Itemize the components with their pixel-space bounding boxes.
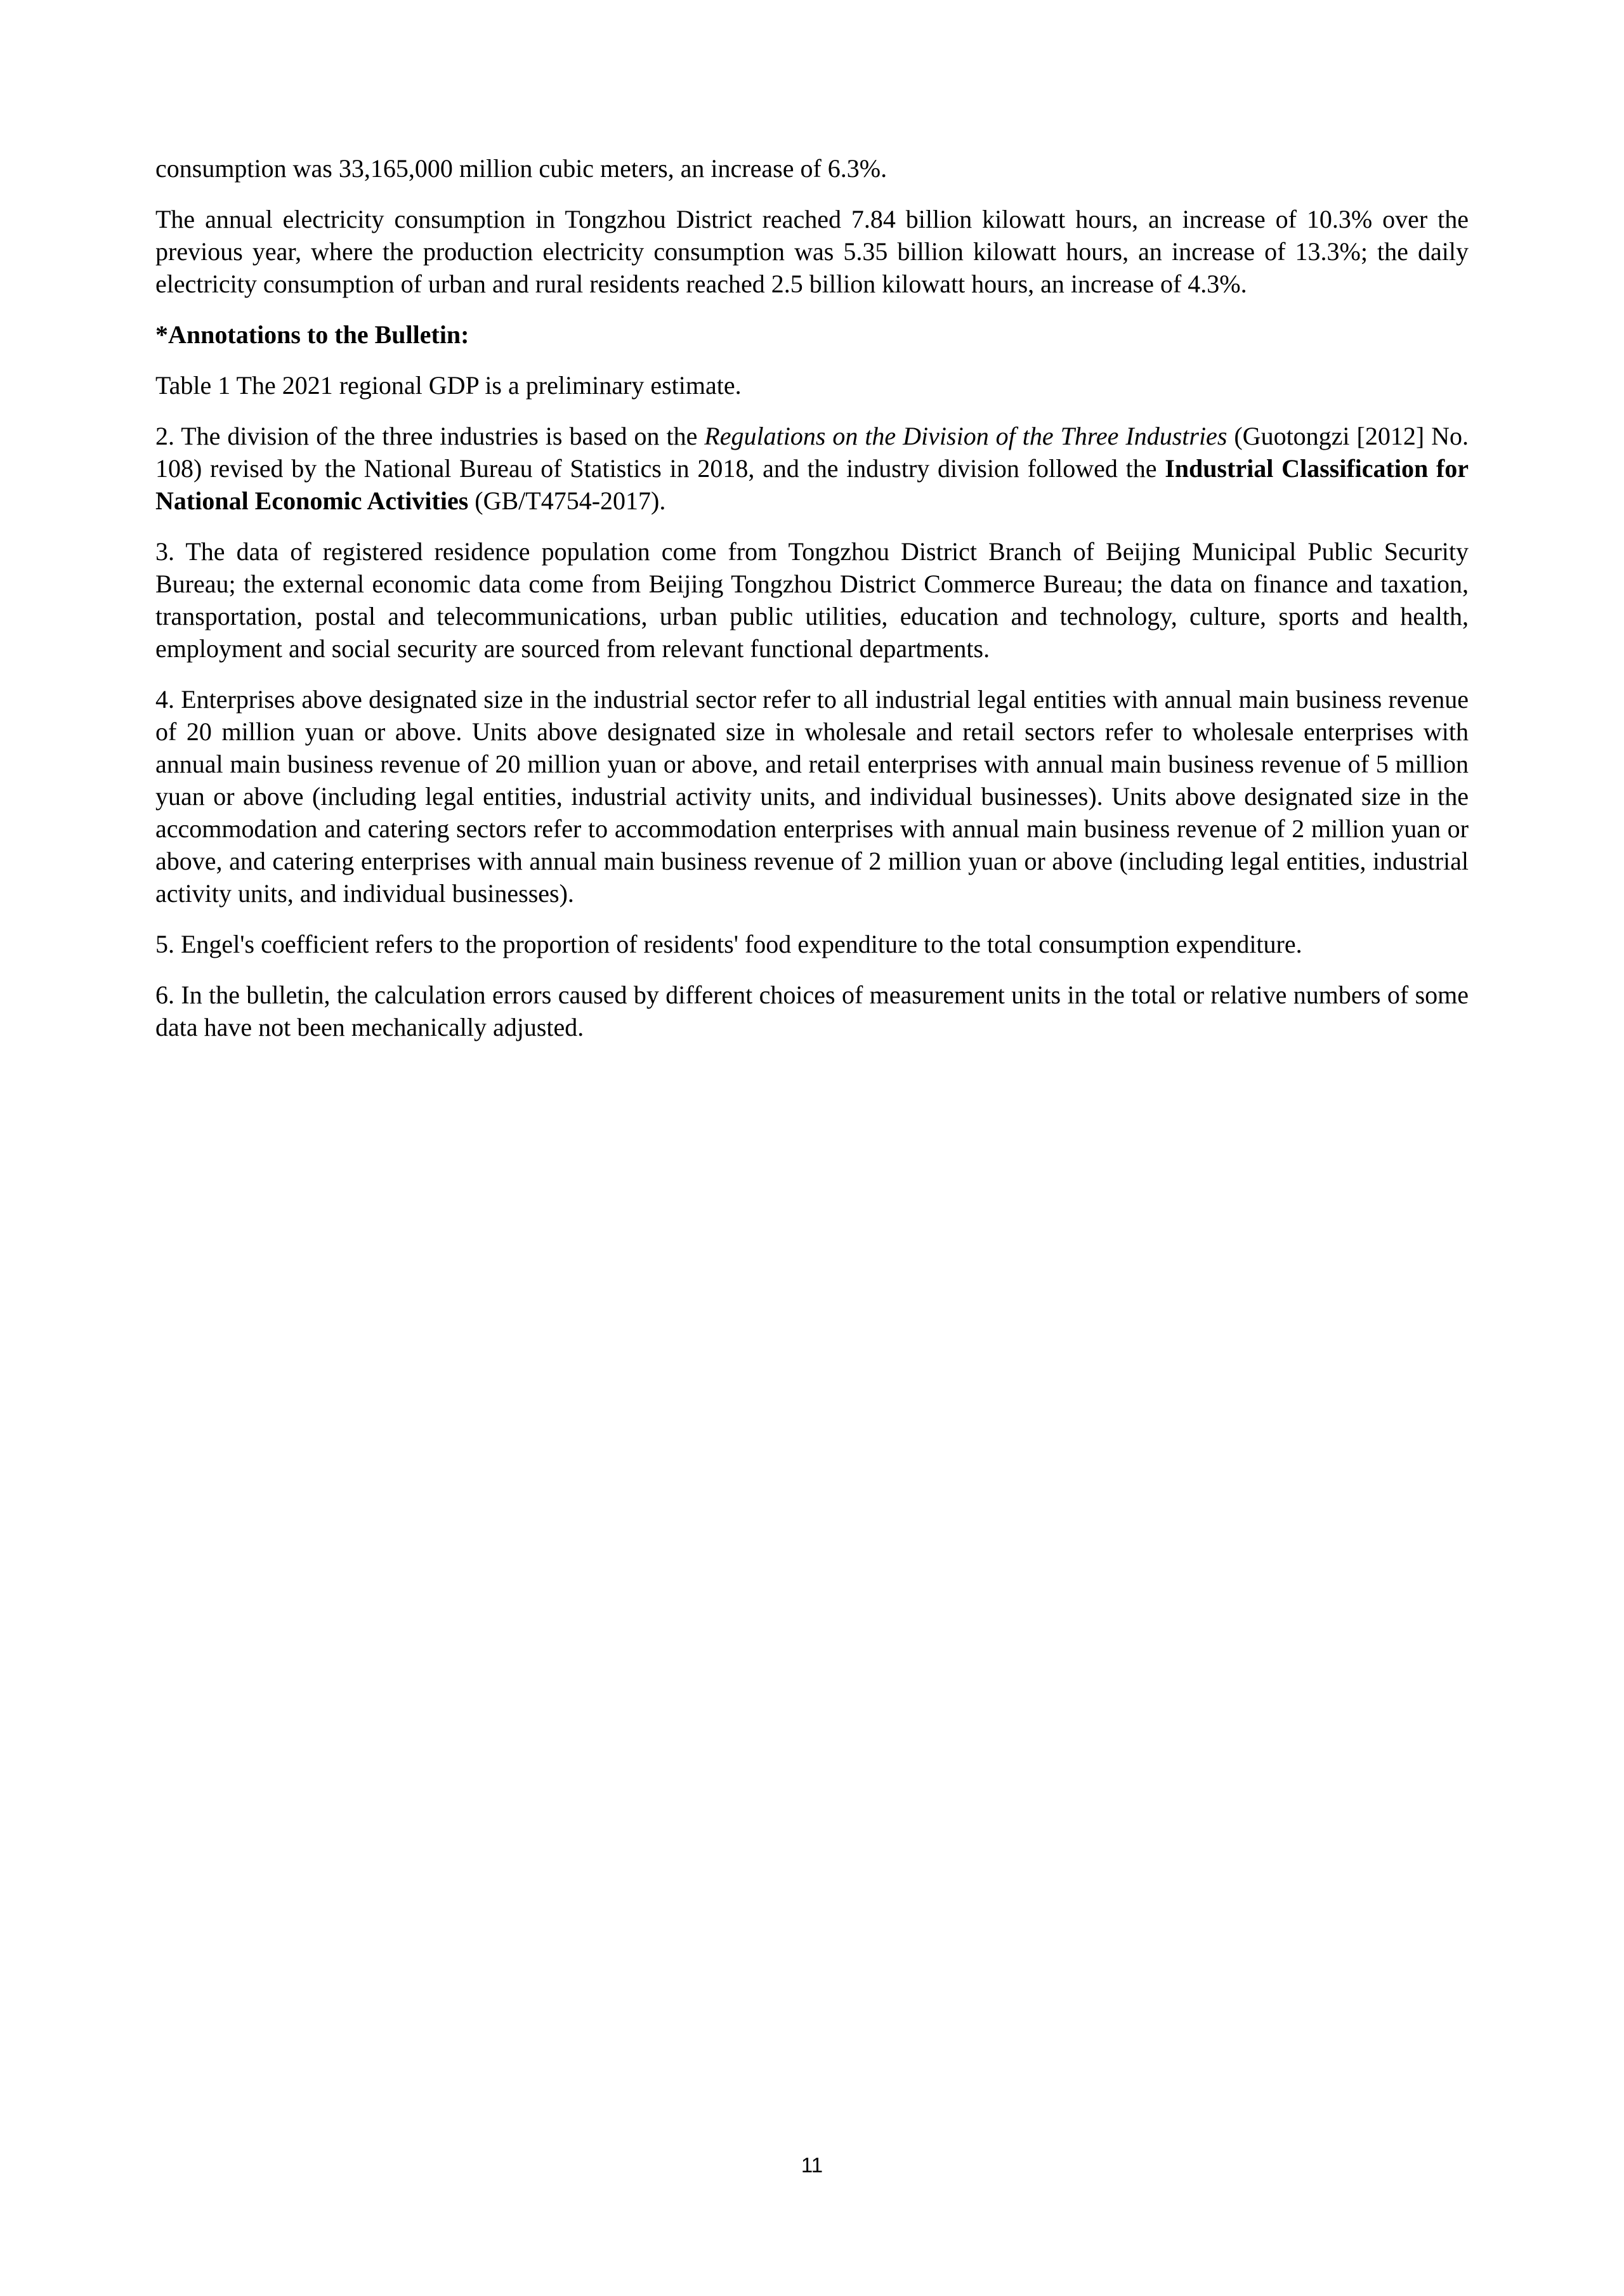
- bold-title-run: Industrial Classification for National Economic Activities: [155, 454, 1469, 515]
- paragraph-electricity-consumption: [155, 203, 1469, 300]
- page-number: 11: [801, 2153, 823, 2177]
- text-run: 2. The division of the three industries is based on the: [155, 422, 705, 450]
- text-run: Table 1 The 2021 regional GDP is a preliminary estimate.: [155, 371, 742, 400]
- text-run: (GB/T4754-2017).: [468, 486, 666, 515]
- annotations-heading: [155, 318, 1469, 351]
- note-1: [155, 369, 1469, 401]
- paragraph-gas-consumption: [155, 152, 1469, 185]
- note-3: [155, 535, 1469, 665]
- text-run: 4. Enterprises above designated size in the industrial sector refer to all industrial legal entities with annual main business revenue of 20 million yuan or above. Units above designated size in wholesale and retail sectors refer to wholesale enterprises with annual main business revenue of 20 million yuan or above, and retail enterprises with annual main business revenue of 5 million yuan or above (including legal entities, industrial activity units, and individual businesses). Units above designated size in the accommodation and catering sectors refer to accommodation enterprises with annual main business revenue of 2 million yuan or above, and catering enterprises with annual main business revenue of 2 million yuan or above (including legal entities, industrial activity units, and individual businesses).: [155, 685, 1469, 908]
- text-run: consumption was 33,165,000 million cubic meters, an increase of 6.3%.: [155, 154, 887, 183]
- text-run: (Guotongzi [2012] No. 108) revised by the National Bureau of Statistics in 2018, and the industry division followed the: [155, 422, 1469, 483]
- note-5: [155, 928, 1469, 960]
- text-run: 6. In the bulletin, the calculation errors caused by different choices of measurement units in the total or relative numbers of some data have not been mechanically adjusted.: [155, 981, 1469, 1041]
- text-run: 5. Engel's coefficient refers to the proportion of residents' food expenditure to the total consumption expenditure.: [155, 930, 1302, 958]
- italic-title-run: Regulations on the Division of the Three Industries: [704, 422, 1228, 450]
- note-6: [155, 979, 1469, 1043]
- heading-text-run: *Annotations to the Bulletin:: [155, 320, 469, 349]
- text-run: The annual electricity consumption in Tongzhou District reached 7.84 billion kilowatt hours, an increase of 10.3% over the previous year, where the production electricity consumption was 5.35 billion kilowatt hours, an increase of 13.3%; the daily electricity consumption of urban and rural residents reached 2.5 billion kilowatt hours, an increase of 4.3%.: [155, 205, 1469, 298]
- page-content: [155, 152, 1469, 1062]
- note-4: [155, 683, 1469, 910]
- note-2: [155, 420, 1469, 517]
- text-run: 3. The data of registered residence population come from Tongzhou District Branch of Beijing Municipal Public Security Bureau; the external economic data come from Beijing Tongzhou District Commerce Bureau; the data on finance and taxation, transportation, postal and telecommunications, urban public utilities, education and technology, culture, sports and health, employment and social security are sourced from relevant functional departments.: [155, 537, 1469, 663]
